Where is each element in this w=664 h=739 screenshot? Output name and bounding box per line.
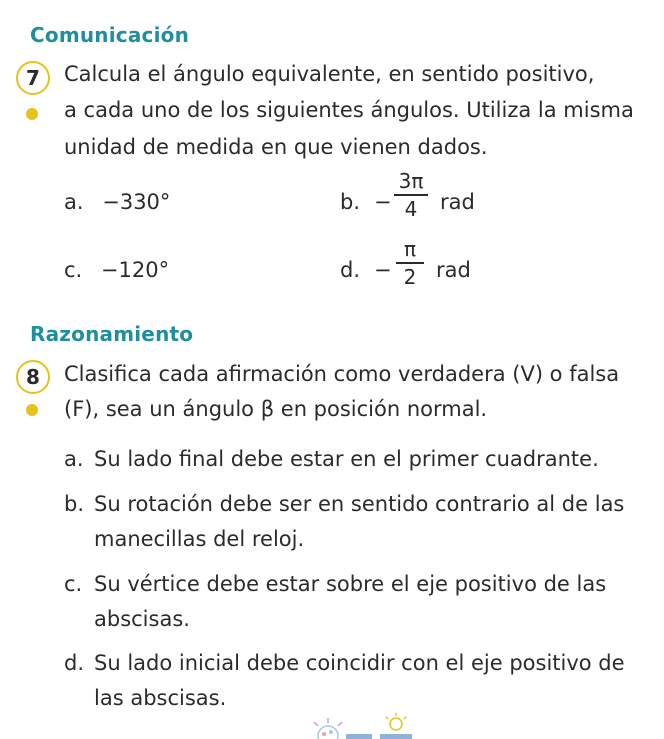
decorative-icons [296,712,416,739]
fraction-denominator: 2 [403,264,417,289]
exercise-number-8-badge: 8 [16,360,50,394]
exercise-7-statement-line-2: a cada uno de los siguientes ángulos. Utiliza la misma [64,98,634,122]
bullet-dot-icon [26,108,38,120]
exercise-8-item-d-line-2: las abscisas. [94,686,227,710]
item-value: −120° [100,258,170,282]
lightbulb-icon [380,713,412,739]
bullet-dot-icon [26,404,38,416]
fraction-numerator: 3π [398,169,424,193]
exercise-8-item-b-line-2: manecillas del reloj. [94,527,305,551]
fraction-bar [394,194,428,196]
exercise-7-item-b-fraction [394,170,428,220]
exercise-8-item-c-line-2: abscisas. [94,607,190,631]
exercise-8-statement-line-1: Clasifica cada afirmación como verdadera (V) o falsa [64,362,620,386]
fraction-denominator: 4 [404,196,418,221]
exercise-8-item-b-letter: b. [64,492,85,516]
exercise-8-item-c-line-1: Su vértice debe estar sobre el eje positivo de las [94,572,607,596]
exercise-7-statement-line-3: unidad de medida en que vienen dados. [64,135,488,159]
section-title-comunicacion: Comunicación [30,23,190,47]
exercise-7-item-d-letter: d. [340,258,361,282]
exercise-7-item-a [64,190,170,214]
exercise-8-item-d-line-1: Su lado inicial debe coincidir con el eje positivo de [94,651,625,675]
exercise-7-item-b-sign: − [374,190,392,214]
exercise-7-item-b-letter: b. [340,190,361,214]
exercise-8-item-b-line-1: Su rotación debe ser en sentido contrario al de las [94,492,625,516]
exercise-7-item-b-unit: rad [440,190,475,214]
exercise-8-item-d-letter: d. [64,651,85,675]
exercise-7-item-d-fraction [396,238,424,288]
item-value: −330° [102,190,171,214]
exercise-8-item-c-letter: c. [64,572,83,596]
exercise-7-item-d-sign: − [374,258,392,282]
exercise-7-statement-line-1: Calcula el ángulo equivalente, en sentido positivo, [64,62,595,86]
exercise-8-statement-line-2: (F), sea un ángulo β en posición normal. [64,397,488,421]
fraction-numerator: π [403,237,417,261]
item-letter: a. [64,190,84,214]
thought-bubble-icon [314,718,372,739]
fraction-bar [396,262,424,264]
exercise-8-item-a-letter: a. [64,447,84,471]
exercise-7-item-c [64,258,169,282]
exercise-number-7-badge: 7 [16,61,50,95]
item-letter: c. [64,258,83,282]
section-title-razonamiento: Razonamiento [30,322,194,346]
exercise-7-item-d-unit: rad [436,258,471,282]
exercise-8-item-a-line-1: Su lado final debe estar en el primer cuadrante. [94,447,599,471]
